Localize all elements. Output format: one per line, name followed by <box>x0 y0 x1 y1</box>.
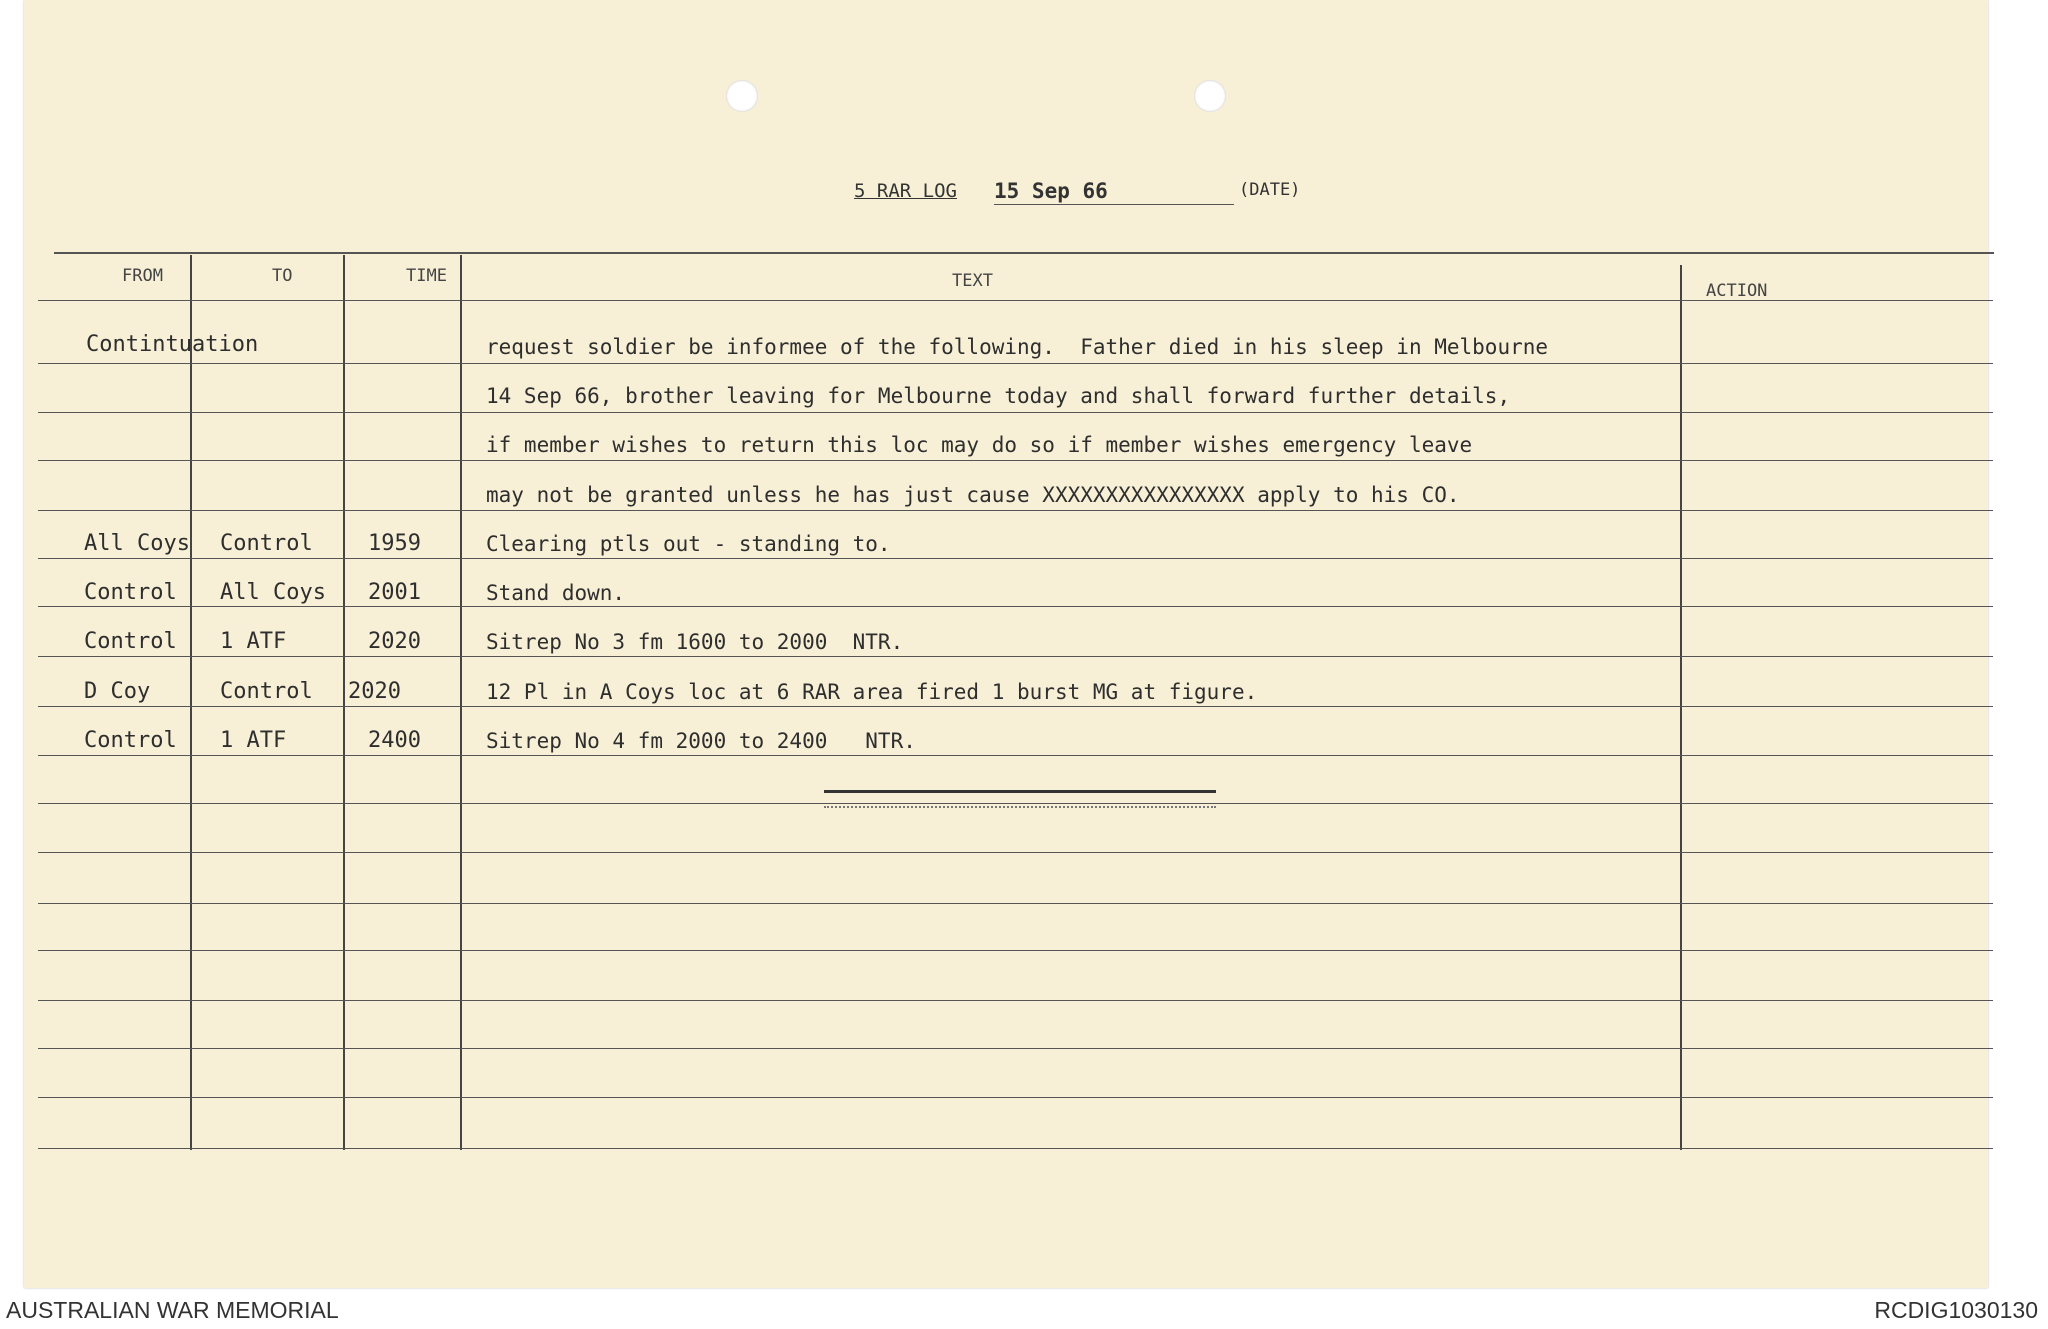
row-line <box>38 706 1993 707</box>
entry-to: 1 ATF <box>220 728 287 753</box>
entry-time: 2020 <box>348 679 401 704</box>
entry-text: Stand down. <box>486 581 626 605</box>
column-header-from: FROM <box>122 266 163 286</box>
entry-text: Sitrep No 4 fm 2000 to 2400 NTR. <box>486 729 916 753</box>
column-header-text: TEXT <box>952 271 993 291</box>
entry-from: Control <box>84 629 177 654</box>
row-line <box>38 803 1993 804</box>
end-of-entries-rule <box>824 790 1216 793</box>
table-top-line <box>54 252 1994 254</box>
continuation-text-line: request soldier be informee of the following. Father died in his sleep in Melbourne <box>486 335 1549 359</box>
row-line <box>38 606 1993 607</box>
row-line <box>38 755 1993 756</box>
entry-to: All Coys <box>220 580 326 605</box>
col-divider-from <box>190 255 192 1150</box>
log-header <box>24 180 1988 210</box>
row-line <box>38 656 1993 657</box>
punch-hole-right <box>1194 80 1226 112</box>
continuation-text-line: 14 Sep 66, brother leaving for Melbourne today and shall forward further details, <box>486 384 1511 408</box>
date-label: (DATE) <box>1239 180 1301 200</box>
row-line <box>38 510 1993 511</box>
archive-reference: RCDIG1030130 <box>1874 1297 2038 1323</box>
row-line <box>38 903 1993 904</box>
log-sheet <box>24 0 1988 1288</box>
log-title: 5 RAR LOG <box>854 180 957 202</box>
log-date: 15 Sep 66 <box>994 179 1108 203</box>
row-line <box>38 1048 1993 1049</box>
column-header-to: TO <box>272 266 293 286</box>
col-divider-action <box>1680 265 1682 1150</box>
entry-from: Control <box>84 580 177 605</box>
continuation-text-line: may not be granted unless he has just cause XXXXXXXXXXXXXXXX apply to his CO. <box>486 483 1460 507</box>
table-bottom-line <box>38 1148 1993 1149</box>
entry-to: Control <box>220 679 313 704</box>
header-bottom-line <box>38 300 1993 301</box>
row-line <box>38 852 1993 853</box>
date-underline <box>994 204 1234 205</box>
entry-time: 2020 <box>368 629 421 654</box>
row-line <box>38 1000 1993 1001</box>
col-divider-to <box>343 255 345 1150</box>
entry-time: 1959 <box>368 531 421 556</box>
column-header-action: ACTION <box>1706 281 1768 301</box>
archive-credit: AUSTRALIAN WAR MEMORIAL <box>6 1297 339 1323</box>
continuation-text-line: if member wishes to return this loc may do so if member wishes emergency leave <box>486 433 1473 457</box>
entry-time: 2001 <box>368 580 421 605</box>
entry-time: 2400 <box>368 728 421 753</box>
entry-text: Clearing ptls out - standing to. <box>486 532 891 556</box>
row-line <box>38 950 1993 951</box>
entry-text: Sitrep No 3 fm 1600 to 2000 NTR. <box>486 630 904 654</box>
continuation-from: Contintuation <box>86 332 259 357</box>
entry-to: Control <box>220 531 313 556</box>
row-line <box>38 460 1993 461</box>
entry-from: All Coys <box>84 531 190 556</box>
col-divider-time <box>460 255 462 1150</box>
row-line <box>38 1097 1993 1098</box>
row-line <box>38 412 1993 413</box>
end-of-entries-dotted-rule <box>824 806 1216 808</box>
row-line <box>38 363 1993 364</box>
entry-from: Control <box>84 728 177 753</box>
row-line <box>38 558 1993 559</box>
entry-from: D Coy <box>84 679 151 704</box>
column-header-time: TIME <box>406 266 447 286</box>
entry-text: 12 Pl in A Coys loc at 6 RAR area fired 1 burst MG at figure. <box>486 680 1258 704</box>
punch-hole-left <box>726 80 758 112</box>
entry-to: 1 ATF <box>220 629 287 654</box>
